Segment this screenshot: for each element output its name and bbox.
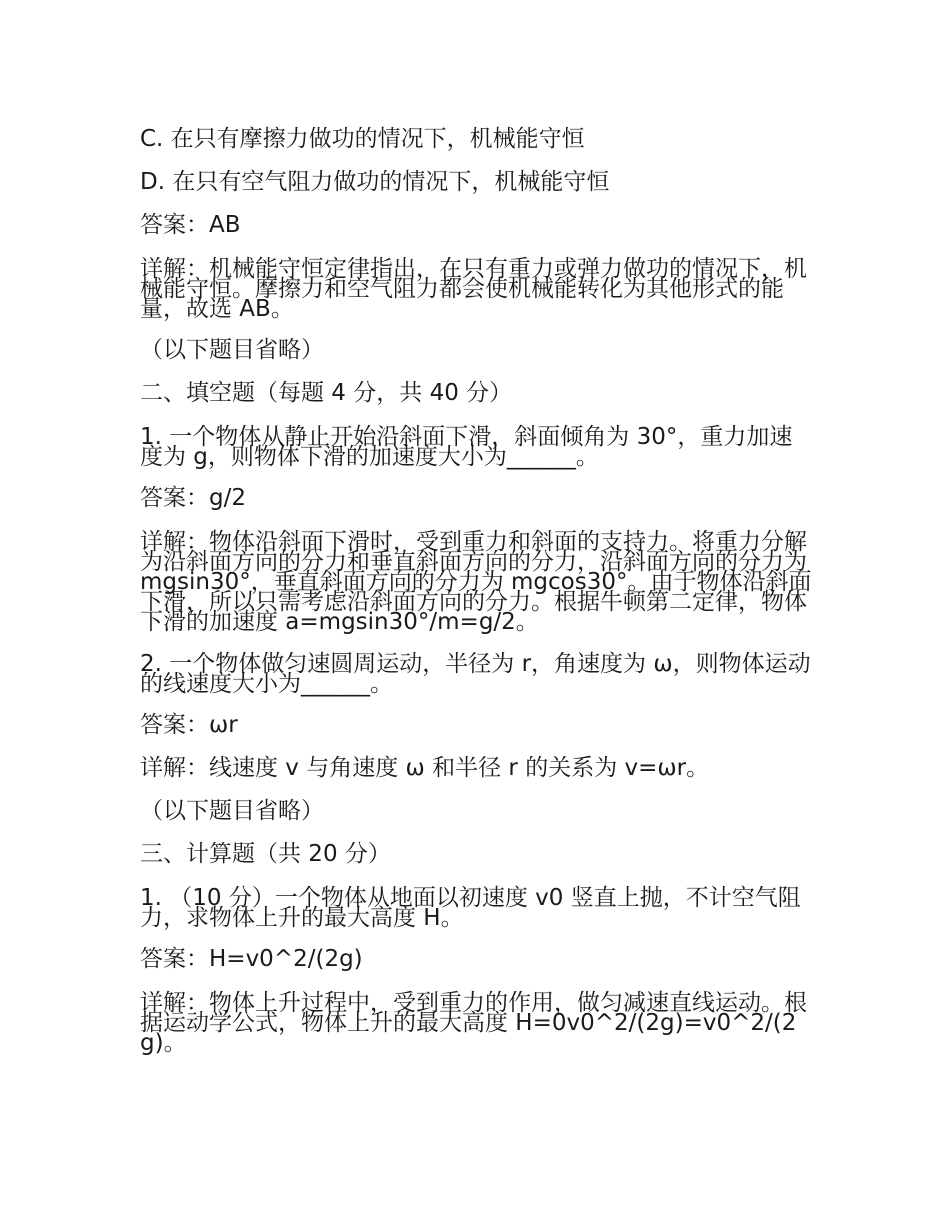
omitted-note-2: （以下题目省略） [140, 798, 324, 824]
answer-3: 答案：ωr [140, 712, 238, 738]
explanation-2: 详解：物体沿斜面下滑时，受到重力和斜面的支持力。将重力分解为沿斜面方向的分力和垂直斜面方向的分力，沿斜面方向的分力为 mgsin30°，垂直斜面方向的分力为 mgcos30°。由于物体沿斜面下滑，所以只需考虑沿斜面方向的分力。根据牛顿第二定律，物体下滑的加速度 a=mgsin30°/m=g/2。 [140, 529, 812, 635]
explanation-1: 详解：机械能守恒定律指出，在只有重力或弹力做功的情况下，机械能守恒。摩擦力和空气阻力都会使机械能转化为其他形式的能量，故选 AB。 [140, 256, 807, 322]
answer-4: 答案：H=v0^2/(2g) [140, 946, 363, 972]
section-fill-in-heading: 二、填空题（每题 4 分，共 40 分） [140, 380, 513, 406]
option-d: D. 在只有空气阻力做功的情况下，机械能守恒 [140, 169, 610, 195]
fill-in-question-1: 1. 一个物体从静止开始沿斜面下滑，斜面倾角为 30°，重力加速度为 g，则物体下滑的加速度大小为______。 [140, 424, 793, 470]
calculation-question-1: 1. （10 分）一个物体从地面以初速度 v0 竖直上抛，不计空气阻力，求物体上升的最大高度 H。 [140, 885, 801, 931]
omitted-note-1: （以下题目省略） [140, 337, 324, 363]
document-content [140, 124, 812, 1069]
explanation-4: 详解：物体上升过程中，受到重力的作用，做匀减速直线运动。根据运动学公式，物体上升的最大高度 H=0v0^2/(2g)=v0^2/(2g)。 [140, 990, 807, 1056]
option-c: C. 在只有摩擦力做功的情况下，机械能守恒 [140, 126, 585, 152]
answer-1: 答案：AB [140, 212, 241, 238]
section-calculation-heading: 三、计算题（共 20 分） [140, 841, 391, 867]
answer-2: 答案：g/2 [140, 485, 246, 511]
fill-in-question-2: 2. 一个物体做匀速圆周运动，半径为 r，角速度为 ω，则物体运动的线速度大小为______。 [140, 651, 811, 697]
explanation-3: 详解：线速度 v 与角速度 ω 和半径 r 的关系为 v=ωr。 [140, 755, 710, 781]
